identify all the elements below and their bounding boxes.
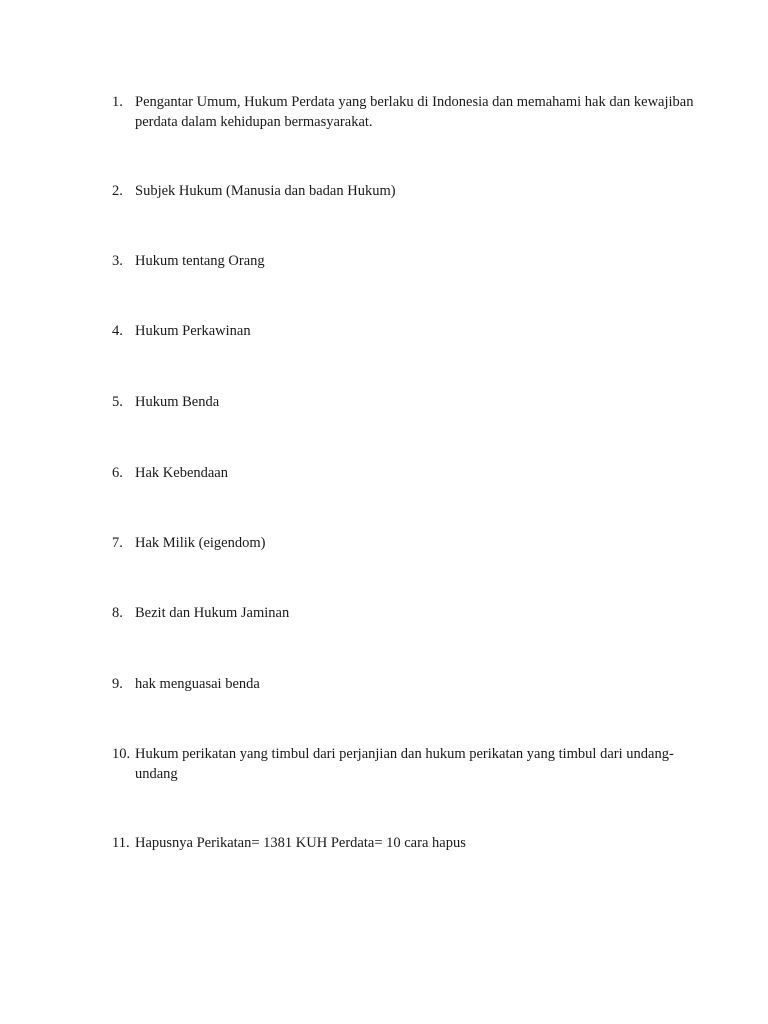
item-text	[135, 92, 694, 132]
item-text	[135, 533, 665, 553]
item-text-line: undang	[135, 766, 178, 782]
item-number: 7.	[112, 535, 123, 551]
item-text-line: Hukum tentang Orang	[135, 253, 265, 269]
item-text-line: Hapusnya Perikatan= 1381 KUH Perdata= 10 cara hapus	[135, 835, 466, 851]
item-text	[135, 603, 665, 623]
item-text	[135, 833, 665, 853]
item-text-line: perdata dalam kehidupan bermasyarakat.	[135, 114, 373, 130]
item-number: 6.	[112, 465, 123, 481]
item-text-line: Pengantar Umum, Hukum Perdata yang berlaku di Indonesia dan memahami hak dan kewajiban	[135, 94, 694, 110]
item-number: 8.	[112, 605, 123, 621]
item-number: 5.	[112, 394, 123, 410]
item-text	[135, 392, 665, 412]
item-text-line: Hak Milik (eigendom)	[135, 535, 266, 551]
item-text	[135, 251, 665, 271]
item-number: 9.	[112, 676, 123, 692]
item-text	[135, 674, 665, 694]
item-text-line: Subjek Hukum (Manusia dan badan Hukum)	[135, 183, 396, 199]
item-number: 3.	[112, 253, 123, 269]
item-number: 2.	[112, 183, 123, 199]
item-text	[135, 744, 674, 784]
item-text-line: Hukum Benda	[135, 394, 220, 410]
item-number: 11.	[112, 835, 130, 851]
item-number: 4.	[112, 323, 123, 339]
item-text-line: Bezit dan Hukum Jaminan	[135, 605, 290, 621]
item-text	[135, 321, 665, 341]
item-text-line: Hukum perikatan yang timbul dari perjanjian dan hukum perikatan yang timbul dari undang-	[135, 746, 674, 762]
item-number: 10.	[112, 746, 131, 762]
item-text-line: hak menguasai benda	[135, 676, 260, 692]
item-number: 1.	[112, 94, 123, 110]
item-text	[135, 463, 665, 483]
item-text-line: Hak Kebendaan	[135, 465, 228, 481]
item-text-line: Hukum Perkawinan	[135, 323, 251, 339]
item-text	[135, 181, 665, 201]
